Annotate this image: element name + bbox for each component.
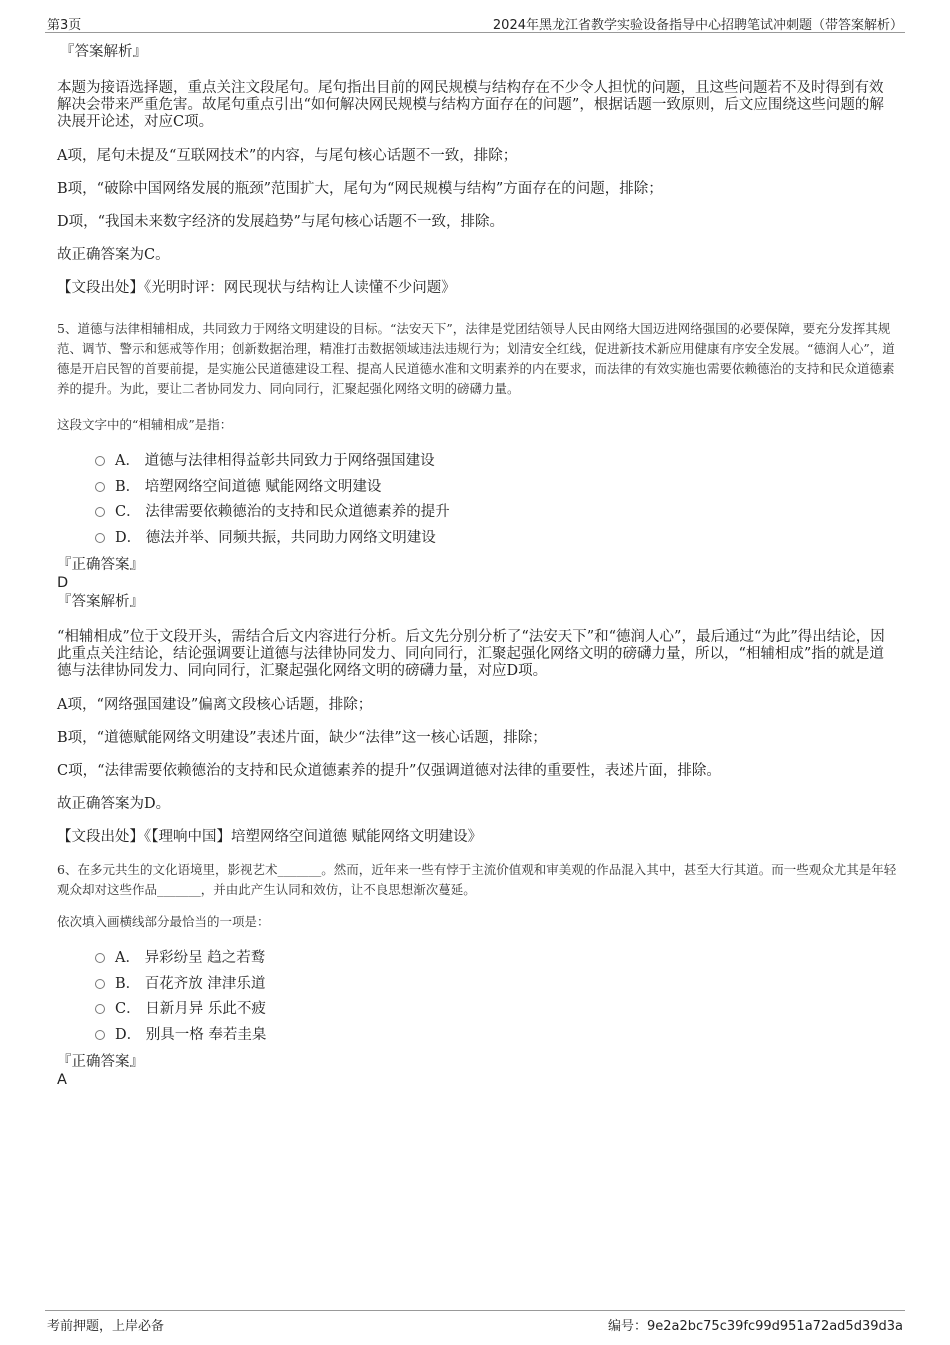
q5-prompt: 这段文字中的“相辅相成”是指： xyxy=(57,417,233,432)
q4-analysis-a: A项，尾句未提及“互联网技术”的内容，与尾句核心话题不一致，排除； xyxy=(57,148,518,164)
page-footer xyxy=(45,1310,905,1335)
q6-prompt: 依次填入画横线部分最恰当的一项是： xyxy=(57,914,270,929)
q5-analysis-label: 『答案解析』 xyxy=(57,594,144,610)
document-id: 编号：9e2a2bc75c39fc99d951a72ad5d39d3a xyxy=(607,1319,903,1334)
q6-option-c[interactable]: C． 日新月异 乐此不疲 xyxy=(95,997,897,1023)
document-title: 2024年黑龙江省教学实验设备指导中心招聘笔试冲刺题（带答案解析） xyxy=(492,18,903,33)
q6-answer: A xyxy=(57,1072,67,1088)
q4-analysis-d: D项，“我国未来数字经济的发展趋势”与尾句核心话题不一致，排除。 xyxy=(57,214,504,230)
q5-answer: D xyxy=(57,575,69,591)
page-number: 第3页 xyxy=(47,18,82,33)
radio-icon[interactable] xyxy=(95,456,105,466)
q6-option-a[interactable]: A． 异彩纷呈 趋之若鹜 xyxy=(95,946,897,972)
q6-options xyxy=(95,946,897,1048)
radio-icon[interactable] xyxy=(95,979,105,989)
q5-option-c[interactable]: C． 法律需要依赖德治的支持和民众道德素养的提升 xyxy=(95,500,897,526)
q4-analysis-main: 本题为接语选择题，重点关注文段尾句。尾句指出目前的网民规模与结构存在不少令人担忧的问题，且这些问题若不及时得到有效解决会带来严重危害。故尾句重点引出“如何解决网民规模与结构方面存在的问题”，根据话题一致原则，后文应围绕这些问题的解决展开论述，对应C项。 xyxy=(57,80,884,130)
q4-analysis-b: B项，“破除中国网络发展的瓶颈”范围扩大，尾句为“网民规模与结构”方面存在的问题，排除； xyxy=(57,181,663,197)
q6-stem: 6、在多元共生的文化语境里，影视艺术_______。然而，近年来一些有悖于主流价值观和审美观的作品混入其中，甚至大行其道。而一些观众尤其是年轻观众却对这些作品_______，并由此产生认同和效仿，让不良思想渐次蔓延。 xyxy=(57,862,897,897)
q5-options xyxy=(95,449,897,551)
q5-option-a[interactable]: A． 道德与法律相得益彰共同致力于网络强国建设 xyxy=(95,449,897,475)
q5-analysis-a: A项，“网络强国建设”偏离文段核心话题，排除； xyxy=(57,697,373,713)
q5-conclusion: 故正确答案为D。 xyxy=(57,796,171,812)
q5-analysis-b: B项，“道德赋能网络文明建设”表述片面，缺少“法律”这一核心话题，排除； xyxy=(57,730,547,746)
radio-icon[interactable] xyxy=(95,482,105,492)
q5-source: 【文段出处】《【理响中国】培塑网络空间道德 赋能网络文明建设》 xyxy=(57,829,483,845)
q5-analysis-c: C项，“法律需要依赖德治的支持和民众道德素养的提升”仅强调道德对法律的重要性，表述片面，排除。 xyxy=(57,763,721,779)
page-header xyxy=(45,12,905,33)
q4-analysis-label: 『答案解析』 xyxy=(60,44,147,60)
q5-option-d[interactable]: D． 德法并举、同频共振，共同助力网络文明建设 xyxy=(95,526,897,552)
radio-icon[interactable] xyxy=(95,533,105,543)
footer-slogan: 考前押题，上岸必备 xyxy=(47,1319,165,1334)
page-content xyxy=(57,44,897,1089)
q4-source: 【文段出处】《光明时评：网民现状与结构让人读懂不少问题》 xyxy=(57,280,456,296)
q6-option-b[interactable]: B． 百花齐放 津津乐道 xyxy=(95,972,897,998)
q6-answer-label: 『正确答案』 xyxy=(57,1054,144,1070)
q5-option-b[interactable]: B． 培塑网络空间道德 赋能网络文明建设 xyxy=(95,475,897,501)
radio-icon[interactable] xyxy=(95,1004,105,1014)
radio-icon[interactable] xyxy=(95,1030,105,1040)
radio-icon[interactable] xyxy=(95,507,105,517)
q4-conclusion: 故正确答案为C。 xyxy=(57,247,170,263)
q5-answer-label: 『正确答案』 xyxy=(57,557,144,573)
q5-stem: 5、道德与法律相辅相成，共同致力于网络文明建设的目标。“法安天下”，法律是党团结领导人民由网络大国迈进网络强国的必要保障，要充分发挥其规范、调节、警示和惩戒等作用；创新数据治理，精准打击数据领域违法违规行为；划清安全红线，促进新技术新应用健康有序安全发展。“德润人心”，道德是开启民智的首要前提，是实施公民道德建设工程、提高人民道德水准和文明素养的内在要求，而法律的有效实施也需要依赖德治的支持和民众道德素养的提升。为此，要让二者协同发力、同向同行，汇聚起强化网络文明的磅礴力量。 xyxy=(57,321,895,396)
q6-option-d[interactable]: D． 别具一格 奉若圭臬 xyxy=(95,1023,897,1049)
radio-icon[interactable] xyxy=(95,953,105,963)
q5-analysis-main: “相辅相成”位于文段开头，需结合后文内容进行分析。后文先分别分析了“法安天下”和“德润人心”，最后通过“为此”得出结论，因此重点关注结论，结论强调要让道德与法律协同发力、同向同行，汇聚起强化网络文明的磅礴力量，所以，“相辅相成”指的就是道德与法律协同发力、同向同行，汇聚起强化网络文明的磅礴力量，对应D项。 xyxy=(57,629,885,679)
